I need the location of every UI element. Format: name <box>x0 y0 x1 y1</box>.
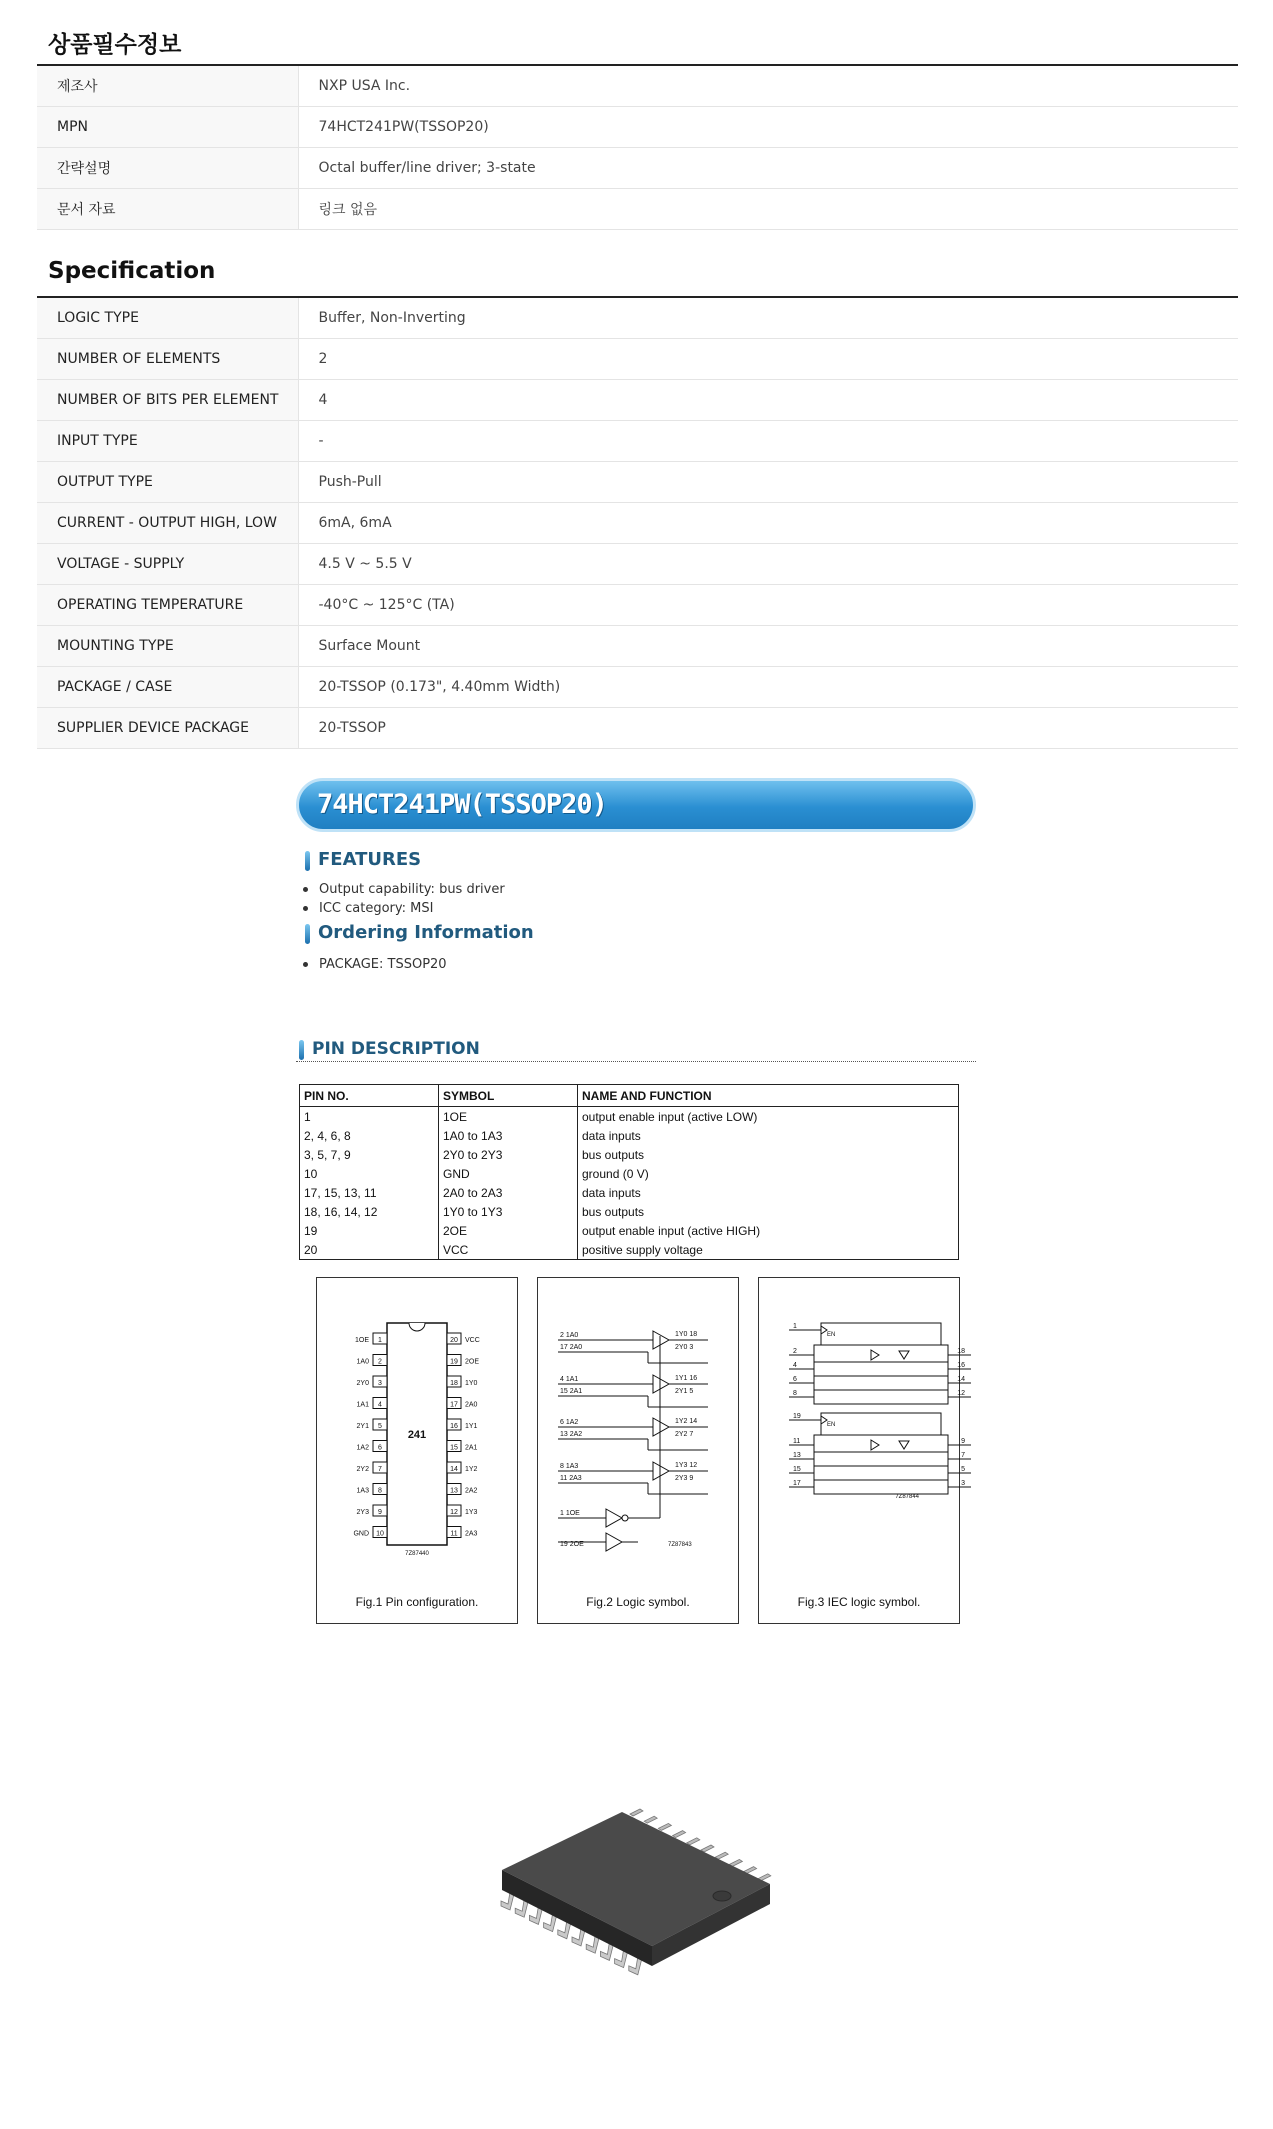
table-cell: 1OE <box>439 1107 578 1127</box>
pin-label: 11 <box>793 1438 801 1445</box>
table-row <box>300 1107 959 1127</box>
pin-label: 1 <box>793 1323 797 1330</box>
pin-number: 12 <box>450 1509 458 1516</box>
input-label: 17 2A0 <box>560 1344 583 1351</box>
pin-name: 1A3 <box>356 1487 369 1495</box>
table-cell: 2A0 to 2A3 <box>439 1183 578 1202</box>
buffer-triangle <box>653 1462 669 1480</box>
spec-row <box>37 502 1238 543</box>
pin-label: 9 <box>961 1438 965 1445</box>
pin-name: 1OE <box>354 1337 369 1344</box>
table-header: PIN NO. <box>300 1085 439 1107</box>
input-label: 2 1A0 <box>560 1332 579 1339</box>
iec-logic-symbol-diagram <box>759 1278 965 1578</box>
pin-number: 10 <box>376 1530 384 1538</box>
list-item: Output capability: bus driver <box>301 880 505 899</box>
spec-value: 20-TSSOP (0.173", 4.40mm Width) <box>298 666 1238 707</box>
spec-value: 4 <box>298 379 1238 420</box>
pin-number: 6 <box>378 1444 382 1452</box>
chip-lead <box>630 1809 643 1816</box>
spec-row <box>37 625 1238 666</box>
en-label: EN <box>827 1332 836 1338</box>
output-label: 2Y3 9 <box>675 1475 694 1482</box>
table-cell: positive supply voltage <box>578 1240 959 1260</box>
pin-label: 17 <box>793 1480 801 1487</box>
pin-number: 5 <box>378 1423 382 1430</box>
pin-description-heading: PIN DESCRIPTION <box>312 1039 480 1059</box>
table-cell: 1A0 to 1A3 <box>439 1126 578 1145</box>
chip-lead <box>658 1823 671 1830</box>
input-label: 6 1A2 <box>560 1419 579 1426</box>
spec-key: PACKAGE / CASE <box>37 666 298 707</box>
spec-value: 2 <box>298 338 1238 379</box>
spec-row <box>37 65 1238 106</box>
logic-symbol-diagram <box>538 1278 738 1578</box>
table-cell: 19 <box>300 1221 439 1240</box>
enable-block <box>821 1413 941 1435</box>
fig3-caption: Fig.3 IEC logic symbol. <box>797 1595 921 1609</box>
spec-key: NUMBER OF ELEMENTS <box>37 338 298 379</box>
pin-number: 17 <box>450 1401 458 1409</box>
pin-number: 1 <box>378 1337 382 1344</box>
table-cell: 1 <box>300 1107 439 1127</box>
ordering-heading: Ordering Information <box>318 922 534 943</box>
table-row <box>300 1126 959 1145</box>
spec-value: Buffer, Non-Inverting <box>298 297 1238 338</box>
channel-row <box>814 1376 948 1390</box>
table-cell: 17, 15, 13, 11 <box>300 1183 439 1202</box>
table-header-row <box>300 1085 959 1107</box>
spec-value: 74HCT241PW(TSSOP20) <box>298 106 1238 147</box>
required-info-table <box>37 64 1238 230</box>
pin-description-table <box>299 1084 959 1260</box>
pin-name: 2A0 <box>465 1401 478 1409</box>
channel-row <box>814 1452 948 1466</box>
pin-label: 2 <box>793 1348 797 1355</box>
table-cell: data inputs <box>578 1126 959 1145</box>
pin-label: 19 <box>793 1413 801 1420</box>
pin-name: 2A1 <box>465 1444 478 1452</box>
pin-name: 1Y2 <box>465 1466 478 1473</box>
table-cell: ground (0 V) <box>578 1164 959 1183</box>
pin-name: 1Y3 <box>465 1509 478 1516</box>
pin-number: 4 <box>378 1401 382 1409</box>
ordering-list <box>301 955 447 974</box>
pin-name: 1Y1 <box>465 1423 478 1430</box>
output-label: 2Y1 5 <box>675 1388 694 1395</box>
table-cell: bus outputs <box>578 1145 959 1164</box>
pin-label: 8 <box>793 1390 797 1397</box>
input-label: 4 1A1 <box>560 1376 579 1383</box>
pin-name: 1Y0 <box>465 1380 478 1387</box>
spec-key: INPUT TYPE <box>37 420 298 461</box>
pin-label: 7 <box>961 1452 965 1459</box>
pin-label: 14 <box>957 1376 965 1383</box>
table-cell: 20 <box>300 1240 439 1260</box>
pin-number: 15 <box>450 1444 458 1452</box>
channel-row <box>814 1390 948 1404</box>
enable-buffer <box>606 1533 622 1551</box>
list-item: ICC category: MSI <box>301 899 505 918</box>
spec-key: 제조사 <box>37 65 298 106</box>
pin-name: 2A2 <box>465 1487 478 1495</box>
pin-label: 4 <box>793 1362 797 1369</box>
chip-lead <box>673 1831 686 1838</box>
pin-name: 2OE <box>465 1358 480 1366</box>
spec-value: 링크 없음 <box>298 188 1238 229</box>
spec-value: Octal buffer/line driver; 3-state <box>298 147 1238 188</box>
output-label: 2Y2 7 <box>675 1431 694 1438</box>
input-label: 15 2A1 <box>560 1388 583 1395</box>
spec-key: 간략설명 <box>37 147 298 188</box>
table-header: SYMBOL <box>439 1085 578 1107</box>
pin-number: 13 <box>450 1487 458 1495</box>
features-list <box>301 880 505 918</box>
pin-label: 15 <box>793 1466 801 1473</box>
table-row <box>300 1240 959 1260</box>
pin-name: 1A1 <box>356 1401 369 1409</box>
required-info-title: 상품필수정보 <box>48 32 182 58</box>
pin-label: 3 <box>961 1480 965 1487</box>
spec-key: OPERATING TEMPERATURE <box>37 584 298 625</box>
chip-lead <box>687 1838 700 1845</box>
output-label: 1Y2 14 <box>675 1418 698 1425</box>
spec-key: SUPPLIER DEVICE PACKAGE <box>37 707 298 748</box>
pin-name: 2Y0 <box>356 1380 369 1387</box>
pin-label: 5 <box>961 1466 965 1473</box>
table-row <box>300 1202 959 1221</box>
fig1-caption: Fig.1 Pin configuration. <box>355 1595 479 1609</box>
chip-top <box>502 1812 770 1946</box>
spec-row <box>37 297 1238 338</box>
pin-name: 1A2 <box>356 1444 369 1452</box>
output-label: 1Y1 16 <box>675 1375 698 1382</box>
enable-buffer <box>606 1509 622 1527</box>
diagram-code: 7Z87843 <box>668 1542 692 1548</box>
spec-row <box>37 420 1238 461</box>
fig1-pin-configuration <box>316 1277 518 1624</box>
spec-key: MPN <box>37 106 298 147</box>
spec-key: VOLTAGE - SUPPLY <box>37 543 298 584</box>
chip-lead <box>644 1816 657 1823</box>
spec-row <box>37 379 1238 420</box>
spec-value: -40°C ~ 125°C (TA) <box>298 584 1238 625</box>
channel-row <box>814 1362 948 1376</box>
pin-label: 12 <box>957 1390 965 1397</box>
spec-value: 20-TSSOP <box>298 707 1238 748</box>
spec-row <box>37 338 1238 379</box>
spec-key: MOUNTING TYPE <box>37 625 298 666</box>
pin-label: 6 <box>793 1376 797 1383</box>
spec-key: LOGIC TYPE <box>37 297 298 338</box>
spec-value: Push-Pull <box>298 461 1238 502</box>
spec-row <box>37 188 1238 229</box>
pin-name: 2Y1 <box>356 1423 369 1430</box>
table-row <box>300 1221 959 1240</box>
spec-value: - <box>298 420 1238 461</box>
features-heading: FEATURES <box>318 849 422 870</box>
spec-key: 문서 자료 <box>37 188 298 229</box>
output-label: 1Y0 18 <box>675 1331 698 1338</box>
pin-name: 2Y3 <box>356 1509 369 1516</box>
table-cell: 10 <box>300 1164 439 1183</box>
specification-table <box>37 296 1238 749</box>
tssop20-chip-image <box>470 1800 800 2030</box>
table-cell: data inputs <box>578 1183 959 1202</box>
table-cell: 2, 4, 6, 8 <box>300 1126 439 1145</box>
table-row <box>300 1164 959 1183</box>
table-cell: VCC <box>439 1240 578 1260</box>
table-header: NAME AND FUNCTION <box>578 1085 959 1107</box>
pin-name: GND <box>353 1530 369 1538</box>
spec-value: NXP USA Inc. <box>298 65 1238 106</box>
spec-value: Surface Mount <box>298 625 1238 666</box>
features-bar-icon <box>305 851 310 871</box>
enable-label: 1 1OE <box>560 1510 580 1517</box>
pin-name: 2A3 <box>465 1530 478 1538</box>
pin-number: 19 <box>450 1358 458 1366</box>
table-cell: output enable input (active LOW) <box>578 1107 959 1127</box>
pin-number: 3 <box>378 1380 382 1387</box>
product-banner <box>296 778 976 832</box>
chip-lead <box>715 1852 728 1859</box>
input-label: 8 1A3 <box>560 1463 579 1470</box>
table-cell: 2Y0 to 2Y3 <box>439 1145 578 1164</box>
fig3-iec-logic-symbol <box>758 1277 965 1624</box>
spec-row <box>37 707 1238 748</box>
spec-row <box>37 584 1238 625</box>
chip-pin1-dot <box>713 1891 731 1901</box>
table-row <box>300 1183 959 1202</box>
pin-label: 13 <box>793 1452 801 1459</box>
pin-number: 18 <box>450 1380 458 1387</box>
pin-name: VCC <box>465 1337 480 1344</box>
pin-number: 16 <box>450 1423 458 1430</box>
channel-row <box>814 1480 948 1494</box>
table-cell: 1Y0 to 1Y3 <box>439 1202 578 1221</box>
spec-row <box>37 666 1238 707</box>
spec-key: NUMBER OF BITS PER ELEMENT <box>37 379 298 420</box>
pin-label: 18 <box>957 1348 965 1355</box>
table-cell: bus outputs <box>578 1202 959 1221</box>
pin-number: 14 <box>450 1466 458 1473</box>
dotted-divider <box>296 1061 976 1062</box>
spec-value: 4.5 V ~ 5.5 V <box>298 543 1238 584</box>
pin-number: 11 <box>450 1530 458 1538</box>
enable-label: 19 2OE <box>560 1541 584 1548</box>
pin-name: 1A0 <box>356 1358 369 1366</box>
ordering-bar-icon <box>305 924 310 944</box>
pin-number: 7 <box>378 1466 382 1473</box>
table-row <box>300 1145 959 1164</box>
spec-key: CURRENT - OUTPUT HIGH, LOW <box>37 502 298 543</box>
table-cell: GND <box>439 1164 578 1183</box>
inverter-bubble <box>622 1515 628 1521</box>
spec-row <box>37 543 1238 584</box>
spec-value: 6mA, 6mA <box>298 502 1238 543</box>
buffer-triangle <box>653 1331 669 1349</box>
spec-row <box>37 147 1238 188</box>
list-item: PACKAGE: TSSOP20 <box>301 955 447 974</box>
channel-row <box>814 1466 948 1480</box>
chip-lead <box>701 1845 714 1852</box>
enable-block <box>821 1323 941 1345</box>
product-banner-title: 74HCT241PW(TSSOP20) <box>317 789 607 820</box>
fig2-logic-symbol <box>537 1277 739 1624</box>
diagram-code: 7Z87440 <box>405 1551 429 1557</box>
buffer-triangle <box>653 1375 669 1393</box>
diagram-code: 7Z87844 <box>895 1494 919 1500</box>
output-label: 1Y3 12 <box>675 1462 698 1469</box>
spec-row <box>37 106 1238 147</box>
pin-label: 16 <box>957 1362 965 1369</box>
fig2-caption: Fig.2 Logic symbol. <box>586 1595 690 1609</box>
pin-description-bar-icon <box>299 1040 304 1060</box>
specification-title: Specification <box>48 258 216 284</box>
en-label: EN <box>827 1422 836 1428</box>
input-label: 11 2A3 <box>560 1475 582 1482</box>
pin-name: 2Y2 <box>356 1466 369 1473</box>
output-label: 2Y0 3 <box>675 1344 694 1351</box>
spec-key: OUTPUT TYPE <box>37 461 298 502</box>
spec-row <box>37 461 1238 502</box>
pin-number: 20 <box>450 1337 458 1344</box>
table-cell: 2OE <box>439 1221 578 1240</box>
chip-label: 241 <box>407 1429 427 1441</box>
input-label: 13 2A2 <box>560 1431 583 1438</box>
pin-number: 2 <box>378 1358 382 1366</box>
table-cell: output enable input (active HIGH) <box>578 1221 959 1240</box>
table-cell: 3, 5, 7, 9 <box>300 1145 439 1164</box>
table-cell: 18, 16, 14, 12 <box>300 1202 439 1221</box>
pin-number: 8 <box>378 1487 382 1495</box>
buffer-triangle <box>653 1418 669 1436</box>
pin-number: 9 <box>378 1509 382 1516</box>
pin-configuration-diagram <box>317 1278 517 1578</box>
